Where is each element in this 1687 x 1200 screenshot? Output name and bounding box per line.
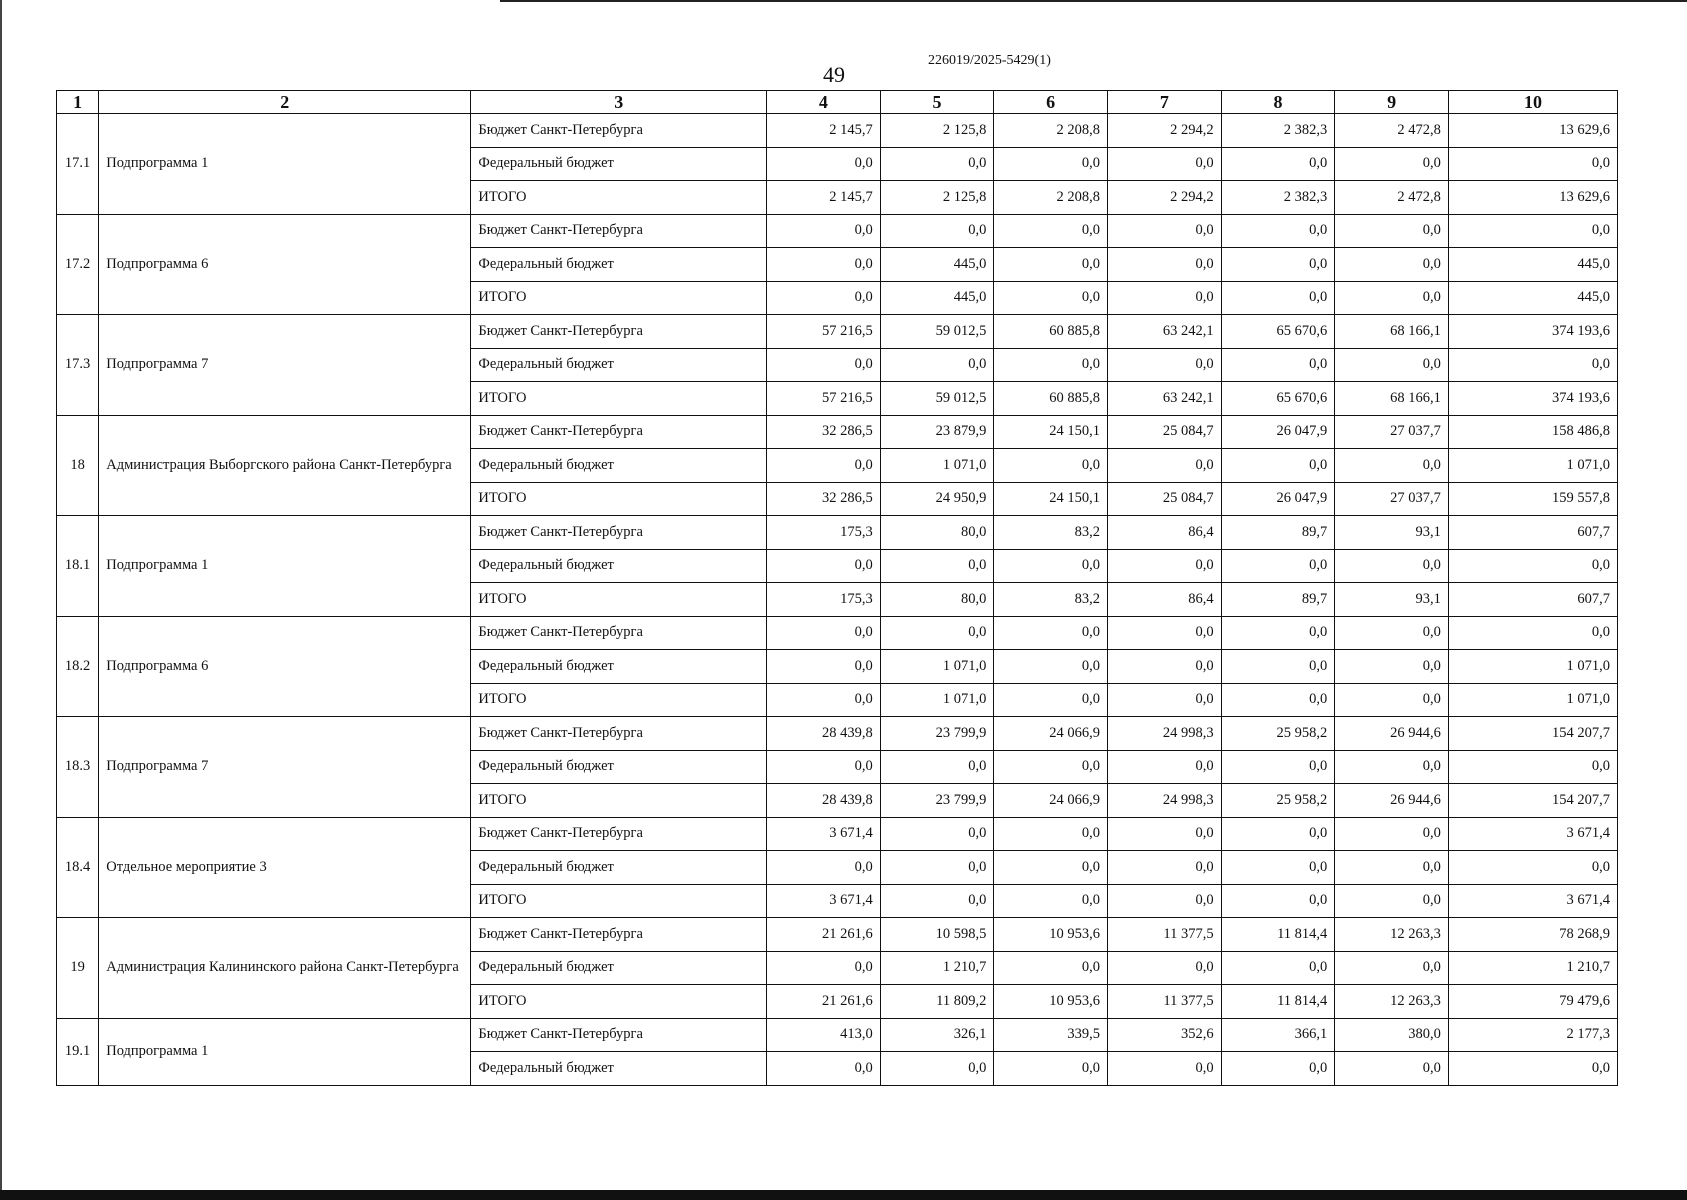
- table-row: [57, 717, 1618, 751]
- row-name: Подпрограмма 7: [99, 315, 471, 416]
- year-value: 24 998,3: [1108, 717, 1222, 751]
- year-value: 0,0: [767, 616, 881, 650]
- document-id: 226019/2025-5429(1): [928, 53, 1051, 68]
- year-value: 0,0: [994, 616, 1108, 650]
- total-value: 78 268,9: [1448, 918, 1617, 952]
- funding-source: Бюджет Санкт-Петербурга: [471, 1018, 767, 1052]
- year-value: 0,0: [994, 1052, 1108, 1086]
- year-value: 28 439,8: [767, 784, 881, 818]
- year-value: 0,0: [880, 884, 994, 918]
- row-name: Подпрограмма 7: [99, 717, 471, 818]
- year-value: 10 953,6: [994, 985, 1108, 1019]
- year-value: 11 814,4: [1221, 985, 1335, 1019]
- total-value: 0,0: [1448, 616, 1617, 650]
- year-value: 0,0: [1221, 817, 1335, 851]
- year-value: 175,3: [767, 583, 881, 617]
- year-value: 0,0: [767, 750, 881, 784]
- year-value: 0,0: [1221, 851, 1335, 885]
- year-value: 28 439,8: [767, 717, 881, 751]
- row-code: 17.3: [57, 315, 99, 416]
- funding-source: Федеральный бюджет: [471, 851, 767, 885]
- total-value: 1 071,0: [1448, 449, 1617, 483]
- year-value: 0,0: [1335, 348, 1449, 382]
- total-value: 0,0: [1448, 214, 1617, 248]
- year-value: 0,0: [1221, 449, 1335, 483]
- year-value: 0,0: [1221, 348, 1335, 382]
- year-value: 25 958,2: [1221, 784, 1335, 818]
- year-value: 26 047,9: [1221, 482, 1335, 516]
- year-value: 2 472,8: [1335, 114, 1449, 148]
- column-header: 8: [1221, 91, 1335, 114]
- year-value: 0,0: [1335, 650, 1449, 684]
- row-code: 18.4: [57, 817, 99, 918]
- year-value: 0,0: [1108, 884, 1222, 918]
- year-value: 1 071,0: [880, 449, 994, 483]
- year-value: 0,0: [880, 348, 994, 382]
- year-value: 413,0: [767, 1018, 881, 1052]
- table-row: [57, 616, 1618, 650]
- table-row: [57, 415, 1618, 449]
- total-value: 607,7: [1448, 516, 1617, 550]
- year-value: 0,0: [767, 248, 881, 282]
- year-value: 24 950,9: [880, 482, 994, 516]
- year-value: 0,0: [880, 817, 994, 851]
- year-value: 89,7: [1221, 583, 1335, 617]
- year-value: 60 885,8: [994, 382, 1108, 416]
- year-value: 0,0: [994, 951, 1108, 985]
- year-value: 21 261,6: [767, 918, 881, 952]
- funding-source: Федеральный бюджет: [471, 248, 767, 282]
- total-value: 0,0: [1448, 348, 1617, 382]
- funding-source: Федеральный бюджет: [471, 348, 767, 382]
- year-value: 0,0: [1221, 214, 1335, 248]
- year-value: 86,4: [1108, 583, 1222, 617]
- funding-source: Федеральный бюджет: [471, 449, 767, 483]
- year-value: 0,0: [767, 281, 881, 315]
- year-value: 27 037,7: [1335, 482, 1449, 516]
- year-value: 63 242,1: [1108, 315, 1222, 349]
- year-value: 0,0: [1335, 884, 1449, 918]
- year-value: 0,0: [1335, 281, 1449, 315]
- year-value: 0,0: [1108, 348, 1222, 382]
- year-value: 0,0: [767, 951, 881, 985]
- funding-source: Бюджет Санкт-Петербурга: [471, 315, 767, 349]
- table-row: [57, 214, 1618, 248]
- year-value: 65 670,6: [1221, 382, 1335, 416]
- year-value: 0,0: [994, 884, 1108, 918]
- funding-source: Бюджет Санкт-Петербурга: [471, 616, 767, 650]
- year-value: 3 671,4: [767, 884, 881, 918]
- year-value: 2 294,2: [1108, 181, 1222, 215]
- year-value: 24 150,1: [994, 415, 1108, 449]
- year-value: 1 071,0: [880, 650, 994, 684]
- year-value: 326,1: [880, 1018, 994, 1052]
- year-value: 0,0: [994, 449, 1108, 483]
- year-value: 80,0: [880, 583, 994, 617]
- funding-source: Федеральный бюджет: [471, 549, 767, 583]
- year-value: 24 998,3: [1108, 784, 1222, 818]
- year-value: 0,0: [880, 851, 994, 885]
- year-value: 23 799,9: [880, 717, 994, 751]
- year-value: 0,0: [994, 147, 1108, 181]
- year-value: 2 208,8: [994, 181, 1108, 215]
- row-name: Администрация Калининского района Санкт-Петербурга: [99, 918, 471, 1019]
- year-value: 352,6: [1108, 1018, 1222, 1052]
- year-value: 2 294,2: [1108, 114, 1222, 148]
- year-value: 0,0: [767, 1052, 881, 1086]
- year-value: 2 125,8: [880, 181, 994, 215]
- year-value: 26 944,6: [1335, 717, 1449, 751]
- row-code: 18.3: [57, 717, 99, 818]
- year-value: 2 472,8: [1335, 181, 1449, 215]
- year-value: 366,1: [1221, 1018, 1335, 1052]
- year-value: 0,0: [1108, 683, 1222, 717]
- year-value: 11 814,4: [1221, 918, 1335, 952]
- year-value: 445,0: [880, 248, 994, 282]
- table-row: [57, 1018, 1618, 1052]
- year-value: 2 145,7: [767, 114, 881, 148]
- year-value: 68 166,1: [1335, 315, 1449, 349]
- year-value: 0,0: [880, 750, 994, 784]
- funding-source: Федеральный бюджет: [471, 1052, 767, 1086]
- year-value: 0,0: [1108, 147, 1222, 181]
- column-header: 9: [1335, 91, 1449, 114]
- year-value: 0,0: [1335, 616, 1449, 650]
- funding-source: ИТОГО: [471, 683, 767, 717]
- year-value: 0,0: [880, 616, 994, 650]
- year-value: 0,0: [767, 214, 881, 248]
- funding-source: Бюджет Санкт-Петербурга: [471, 717, 767, 751]
- funding-source: Бюджет Санкт-Петербурга: [471, 214, 767, 248]
- total-value: 79 479,6: [1448, 985, 1617, 1019]
- total-value: 13 629,6: [1448, 181, 1617, 215]
- year-value: 0,0: [994, 851, 1108, 885]
- year-value: 0,0: [1335, 248, 1449, 282]
- total-value: 0,0: [1448, 750, 1617, 784]
- year-value: 32 286,5: [767, 415, 881, 449]
- funding-source: ИТОГО: [471, 583, 767, 617]
- row-name: Отдельное мероприятие 3: [99, 817, 471, 918]
- total-value: 159 557,8: [1448, 482, 1617, 516]
- year-value: 445,0: [880, 281, 994, 315]
- year-value: 25 084,7: [1108, 415, 1222, 449]
- row-name: Администрация Выборгского района Санкт-Петербурга: [99, 415, 471, 516]
- table-row: [57, 315, 1618, 349]
- year-value: 2 145,7: [767, 181, 881, 215]
- year-value: 0,0: [1221, 951, 1335, 985]
- column-header: 1: [57, 91, 99, 114]
- year-value: 83,2: [994, 583, 1108, 617]
- total-value: 607,7: [1448, 583, 1617, 617]
- total-value: 0,0: [1448, 147, 1617, 181]
- year-value: 0,0: [994, 817, 1108, 851]
- year-value: 0,0: [1108, 650, 1222, 684]
- scan-top-border: [500, 0, 1687, 2]
- row-name: Подпрограмма 1: [99, 1018, 471, 1085]
- row-code: 18: [57, 415, 99, 516]
- year-value: 0,0: [880, 147, 994, 181]
- column-header: 4: [767, 91, 881, 114]
- year-value: 2 382,3: [1221, 181, 1335, 215]
- year-value: 26 047,9: [1221, 415, 1335, 449]
- year-value: 60 885,8: [994, 315, 1108, 349]
- year-value: 57 216,5: [767, 382, 881, 416]
- year-value: 0,0: [767, 851, 881, 885]
- page-number: 49: [823, 62, 845, 87]
- year-value: 59 012,5: [880, 382, 994, 416]
- funding-source: ИТОГО: [471, 482, 767, 516]
- year-value: 0,0: [1221, 1052, 1335, 1086]
- funding-source: ИТОГО: [471, 281, 767, 315]
- funding-source: Федеральный бюджет: [471, 650, 767, 684]
- year-value: 10 953,6: [994, 918, 1108, 952]
- column-header: 10: [1448, 91, 1617, 114]
- year-value: 0,0: [1335, 549, 1449, 583]
- year-value: 24 066,9: [994, 717, 1108, 751]
- funding-source: Бюджет Санкт-Петербурга: [471, 516, 767, 550]
- year-value: 0,0: [767, 348, 881, 382]
- year-value: 0,0: [994, 348, 1108, 382]
- total-value: 2 177,3: [1448, 1018, 1617, 1052]
- year-value: 0,0: [1221, 683, 1335, 717]
- year-value: 2 125,8: [880, 114, 994, 148]
- year-value: 0,0: [1335, 683, 1449, 717]
- row-code: 17.1: [57, 114, 99, 215]
- year-value: 0,0: [994, 683, 1108, 717]
- column-header: 5: [880, 91, 994, 114]
- year-value: 0,0: [994, 281, 1108, 315]
- row-name: Подпрограмма 1: [99, 516, 471, 617]
- year-value: 0,0: [1108, 549, 1222, 583]
- year-value: 0,0: [1221, 248, 1335, 282]
- year-value: 21 261,6: [767, 985, 881, 1019]
- year-value: 80,0: [880, 516, 994, 550]
- table-row: [57, 918, 1618, 952]
- table-row: [57, 817, 1618, 851]
- year-value: 0,0: [1221, 281, 1335, 315]
- year-value: 24 150,1: [994, 482, 1108, 516]
- year-value: 0,0: [1108, 248, 1222, 282]
- year-value: 0,0: [880, 549, 994, 583]
- year-value: 0,0: [1108, 851, 1222, 885]
- year-value: 59 012,5: [880, 315, 994, 349]
- year-value: 26 944,6: [1335, 784, 1449, 818]
- row-code: 19: [57, 918, 99, 1019]
- year-value: 0,0: [994, 549, 1108, 583]
- year-value: 12 263,3: [1335, 918, 1449, 952]
- year-value: 0,0: [880, 214, 994, 248]
- year-value: 0,0: [1108, 214, 1222, 248]
- funding-source: Бюджет Санкт-Петербурга: [471, 114, 767, 148]
- year-value: 0,0: [1108, 1052, 1222, 1086]
- year-value: 11 377,5: [1108, 985, 1222, 1019]
- funding-source: Федеральный бюджет: [471, 147, 767, 181]
- year-value: 0,0: [1221, 549, 1335, 583]
- year-value: 0,0: [1335, 851, 1449, 885]
- column-header: 7: [1108, 91, 1222, 114]
- year-value: 0,0: [994, 650, 1108, 684]
- total-value: 0,0: [1448, 851, 1617, 885]
- year-value: 0,0: [1221, 650, 1335, 684]
- header-row: [57, 91, 1618, 114]
- year-value: 89,7: [1221, 516, 1335, 550]
- total-value: 158 486,8: [1448, 415, 1617, 449]
- row-name: Подпрограмма 1: [99, 114, 471, 215]
- total-value: 154 207,7: [1448, 717, 1617, 751]
- table-body: [57, 114, 1618, 1086]
- year-value: 0,0: [767, 549, 881, 583]
- year-value: 0,0: [994, 750, 1108, 784]
- year-value: 0,0: [1108, 817, 1222, 851]
- year-value: 3 671,4: [767, 817, 881, 851]
- column-header: 3: [471, 91, 767, 114]
- funding-source: Федеральный бюджет: [471, 951, 767, 985]
- year-value: 0,0: [1221, 750, 1335, 784]
- year-value: 0,0: [1335, 817, 1449, 851]
- year-value: 0,0: [1108, 616, 1222, 650]
- year-value: 10 598,5: [880, 918, 994, 952]
- year-value: 0,0: [1335, 1052, 1449, 1086]
- total-value: 3 671,4: [1448, 884, 1617, 918]
- scan-bottom-border: [0, 1190, 1687, 1200]
- year-value: 339,5: [994, 1018, 1108, 1052]
- total-value: 1 210,7: [1448, 951, 1617, 985]
- year-value: 12 263,3: [1335, 985, 1449, 1019]
- year-value: 23 799,9: [880, 784, 994, 818]
- funding-source: Федеральный бюджет: [471, 750, 767, 784]
- year-value: 63 242,1: [1108, 382, 1222, 416]
- year-value: 0,0: [1221, 147, 1335, 181]
- year-value: 0,0: [994, 248, 1108, 282]
- table-row: [57, 114, 1618, 148]
- total-value: 0,0: [1448, 1052, 1617, 1086]
- year-value: 0,0: [880, 1052, 994, 1086]
- year-value: 175,3: [767, 516, 881, 550]
- column-header: 2: [99, 91, 471, 114]
- funding-source: Бюджет Санкт-Петербурга: [471, 918, 767, 952]
- year-value: 0,0: [767, 147, 881, 181]
- total-value: 374 193,6: [1448, 382, 1617, 416]
- year-value: 0,0: [767, 683, 881, 717]
- total-value: 1 071,0: [1448, 683, 1617, 717]
- total-value: 374 193,6: [1448, 315, 1617, 349]
- year-value: 2 382,3: [1221, 114, 1335, 148]
- funding-source: Бюджет Санкт-Петербурга: [471, 415, 767, 449]
- year-value: 27 037,7: [1335, 415, 1449, 449]
- funding-source: ИТОГО: [471, 181, 767, 215]
- year-value: 2 208,8: [994, 114, 1108, 148]
- row-code: 17.2: [57, 214, 99, 315]
- year-value: 1 071,0: [880, 683, 994, 717]
- year-value: 86,4: [1108, 516, 1222, 550]
- budget-table: [56, 90, 1618, 1086]
- funding-source: ИТОГО: [471, 985, 767, 1019]
- scan-left-edge: [0, 0, 2, 1190]
- year-value: 23 879,9: [880, 415, 994, 449]
- year-value: 24 066,9: [994, 784, 1108, 818]
- year-value: 25 958,2: [1221, 717, 1335, 751]
- year-value: 0,0: [767, 650, 881, 684]
- year-value: 0,0: [1108, 750, 1222, 784]
- year-value: 83,2: [994, 516, 1108, 550]
- year-value: 0,0: [994, 214, 1108, 248]
- year-value: 0,0: [1335, 750, 1449, 784]
- year-value: 0,0: [1108, 281, 1222, 315]
- table-row: [57, 516, 1618, 550]
- total-value: 13 629,6: [1448, 114, 1617, 148]
- funding-source: ИТОГО: [471, 784, 767, 818]
- year-value: 0,0: [1335, 951, 1449, 985]
- year-value: 65 670,6: [1221, 315, 1335, 349]
- year-value: 0,0: [1335, 147, 1449, 181]
- year-value: 1 210,7: [880, 951, 994, 985]
- year-value: 93,1: [1335, 516, 1449, 550]
- row-code: 19.1: [57, 1018, 99, 1085]
- year-value: 0,0: [1335, 214, 1449, 248]
- year-value: 0,0: [1335, 449, 1449, 483]
- year-value: 0,0: [1221, 884, 1335, 918]
- row-name: Подпрограмма 6: [99, 214, 471, 315]
- year-value: 11 377,5: [1108, 918, 1222, 952]
- year-value: 0,0: [1221, 616, 1335, 650]
- row-code: 18.2: [57, 616, 99, 717]
- row-name: Подпрограмма 6: [99, 616, 471, 717]
- year-value: 380,0: [1335, 1018, 1449, 1052]
- year-value: 0,0: [1108, 951, 1222, 985]
- year-value: 57 216,5: [767, 315, 881, 349]
- year-value: 25 084,7: [1108, 482, 1222, 516]
- total-value: 154 207,7: [1448, 784, 1617, 818]
- funding-source: ИТОГО: [471, 382, 767, 416]
- funding-source: ИТОГО: [471, 884, 767, 918]
- funding-source: Бюджет Санкт-Петербурга: [471, 817, 767, 851]
- total-value: 3 671,4: [1448, 817, 1617, 851]
- total-value: 445,0: [1448, 248, 1617, 282]
- year-value: 0,0: [1108, 449, 1222, 483]
- year-value: 68 166,1: [1335, 382, 1449, 416]
- total-value: 445,0: [1448, 281, 1617, 315]
- total-value: 1 071,0: [1448, 650, 1617, 684]
- year-value: 0,0: [767, 449, 881, 483]
- total-value: 0,0: [1448, 549, 1617, 583]
- row-code: 18.1: [57, 516, 99, 617]
- column-header: 6: [994, 91, 1108, 114]
- year-value: 11 809,2: [880, 985, 994, 1019]
- year-value: 32 286,5: [767, 482, 881, 516]
- year-value: 93,1: [1335, 583, 1449, 617]
